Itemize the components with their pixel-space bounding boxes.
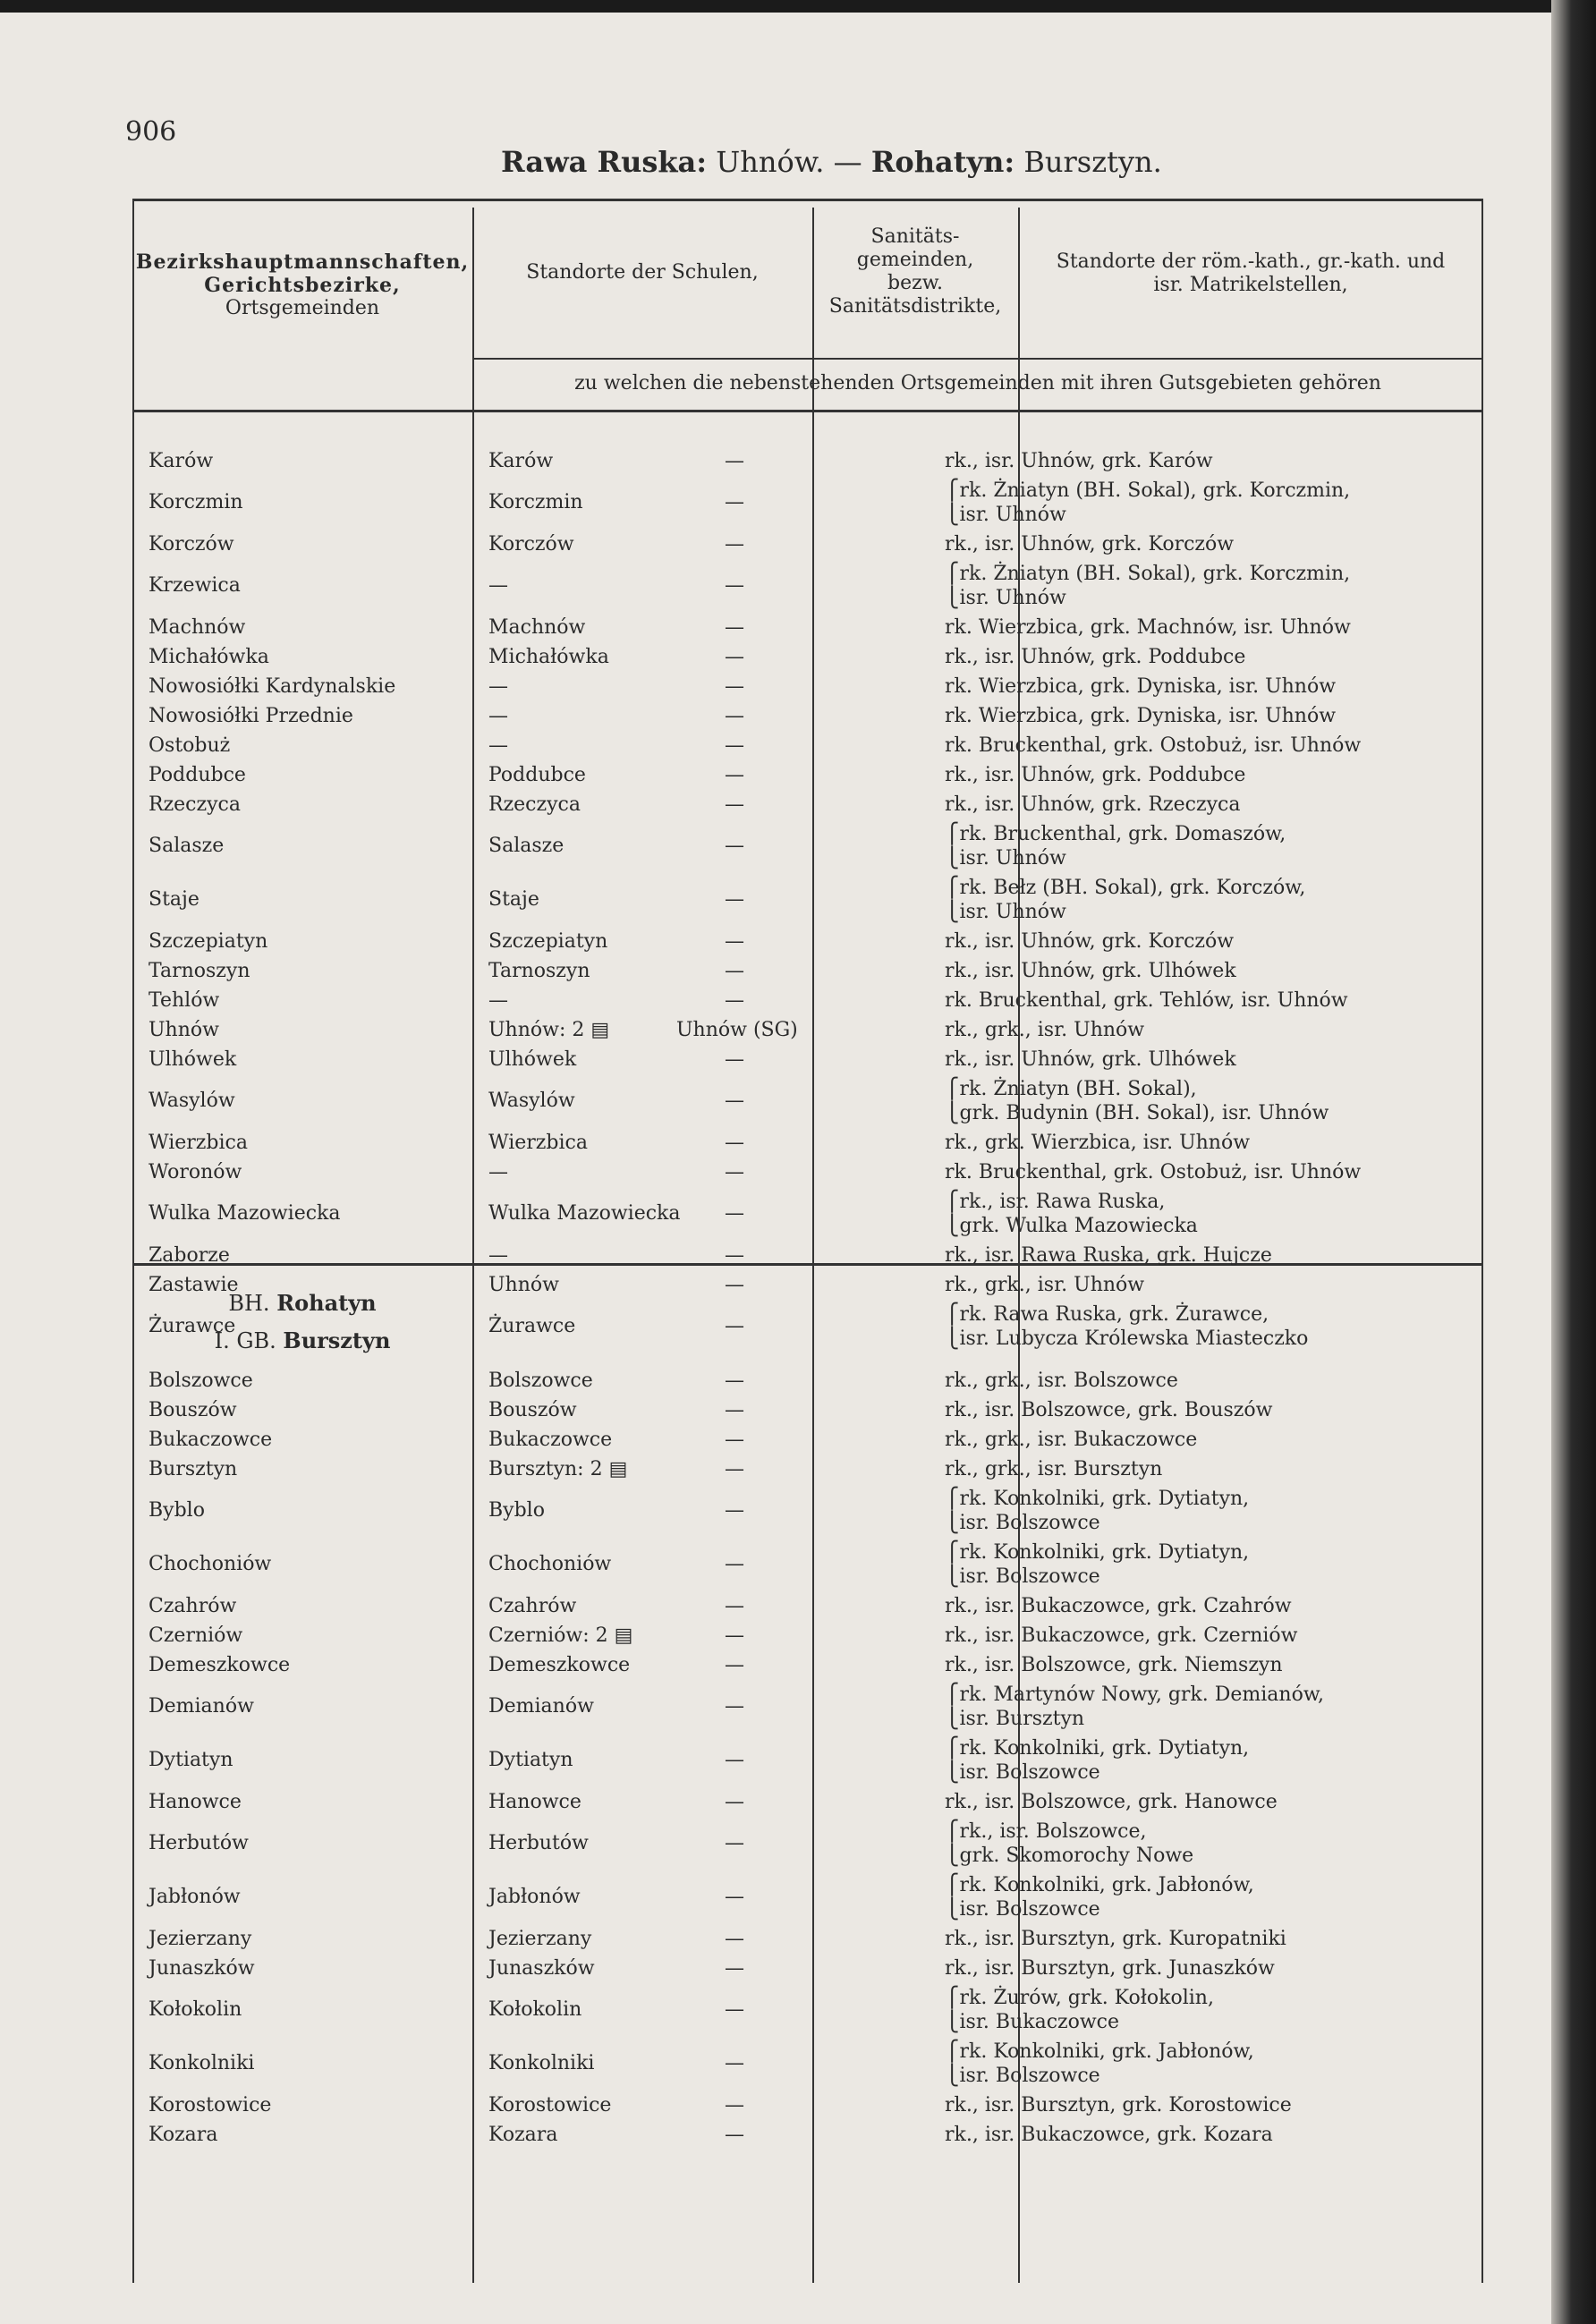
sanitary-district-cell: —	[725, 1928, 744, 1950]
municipality-cell: Hanowce	[149, 1791, 242, 1813]
table-row	[132, 793, 1483, 817]
school-location-cell: Kozara	[488, 2124, 558, 2146]
parish-register-cell: ⎧rk. Martynów Nowy, grk. Demianów,	[945, 1684, 1325, 1706]
school-location-cell: Demianów	[488, 1695, 594, 1718]
municipality-cell: Byblo	[149, 1499, 205, 1522]
parish-register-cell-line-2: ⎩isr. Bursztyn	[945, 1708, 1085, 1730]
parish-register-cell: rk., grk., isr. Bolszowce	[945, 1370, 1178, 1392]
parish-register-cell: ⎧rk. Konkolniki, grk. Jabłonów,	[945, 1874, 1254, 1896]
table-row	[132, 1653, 1483, 1677]
parish-register-cell: ⎧rk. Konkolniki, grk. Dytiatyn,	[945, 1541, 1250, 1564]
table-row	[132, 674, 1483, 699]
school-location-cell: Uhnów	[488, 1274, 559, 1296]
sanitary-district-cell: —	[725, 2052, 744, 2074]
table-row	[132, 1457, 1483, 1481]
sanitary-district-cell: —	[725, 450, 744, 472]
table-row	[132, 615, 1483, 640]
parish-register-cell: ⎧rk., isr. Bolszowce,	[945, 1820, 1147, 1843]
table-row	[132, 1594, 1483, 1618]
parish-register-cell: rk., isr. Uhnów, grk. Poddubce	[945, 764, 1246, 786]
municipality-cell: Chochoniów	[149, 1553, 272, 1575]
school-location-cell: Kołokolin	[488, 1998, 582, 2021]
municipality-cell: Ulhówek	[149, 1048, 237, 1071]
sanitary-district-cell: —	[725, 574, 744, 597]
sanitary-district-cell: —	[725, 1957, 744, 1980]
parish-register-cell: rk., isr. Bolszowce, grk. Hanowce	[945, 1791, 1278, 1813]
parish-register-cell: ⎧rk. Konkolniki, grk. Dytiatyn,	[945, 1737, 1250, 1760]
sanitary-district-cell: —	[725, 1553, 744, 1575]
school-location-cell: Tarnoszyn	[488, 960, 590, 982]
school-location-cell: —	[488, 1244, 508, 1267]
municipality-cell: Demeszkowce	[149, 1654, 291, 1676]
parish-register-cell: rk., isr. Bursztyn, grk. Junaszków	[945, 1957, 1275, 1980]
header-col-2	[472, 261, 812, 284]
table-row	[132, 734, 1483, 758]
parish-register-cell: rk., isr. Bukaczowce, grk. Czahrów	[945, 1595, 1292, 1617]
parish-register-cell: ⎧rk. Konkolniki, grk. Dytiatyn,	[945, 1488, 1250, 1510]
sanitary-district-cell: —	[725, 1132, 744, 1154]
parish-register-cell: rk. Bruckenthal, grk. Ostobuż, isr. Uhnów	[945, 1161, 1362, 1183]
parish-register-cell: rk., isr. Uhnów, grk. Rzeczyca	[945, 793, 1241, 816]
register-table	[132, 199, 1483, 2283]
parish-register-cell: rk., isr. Uhnów, grk. Korczów	[945, 930, 1235, 953]
parish-register-cell-line-2: ⎩isr. Bolszowce	[945, 1565, 1100, 1588]
table-row	[132, 449, 1483, 473]
school-location-cell: Salasze	[488, 835, 565, 857]
parish-register-cell: ⎧rk. Bruckenthal, grk. Domaszów,	[945, 823, 1286, 845]
parish-register-cell: ⎧rk. Konkolniki, grk. Jabłonów,	[945, 2040, 1254, 2063]
municipality-cell: Zaborze	[149, 1244, 230, 1267]
municipality-cell: Kołokolin	[149, 1998, 242, 2021]
parish-register-cell: rk., grk., isr. Uhnów	[945, 1019, 1145, 1041]
sanitary-district-cell: —	[725, 764, 744, 786]
sanitary-district-cell: —	[725, 734, 744, 757]
municipality-cell: Szczepiatyn	[149, 930, 268, 953]
municipality-cell: Machnów	[149, 616, 246, 639]
school-location-cell: Bouszów	[488, 1399, 577, 1421]
header-col-1-line-1: Bezirkshauptmannschaften,	[135, 250, 470, 274]
table-row	[132, 1369, 1483, 1393]
table-row	[132, 1190, 1483, 1238]
header-col-4-line-1: Standorte der röm.-kath., gr.-kath. und	[1056, 250, 1446, 273]
municipality-cell: Korczmin	[149, 491, 243, 513]
table-row	[132, 1956, 1483, 1980]
sanitary-district-cell: —	[725, 646, 744, 668]
parish-register-cell-line-2: ⎩isr. Uhnów	[945, 901, 1066, 923]
sanitary-district-cell: —	[725, 1048, 744, 1071]
school-location-cell: Jabłonów	[488, 1886, 581, 1908]
parish-register-cell: rk., isr. Bursztyn, grk. Korostowice	[945, 2094, 1292, 2116]
municipality-cell: Jabłonów	[149, 1886, 241, 1908]
municipality-cell: Konkolniki	[149, 2052, 255, 2074]
section-b-bh-name: Rohatyn	[276, 1290, 377, 1316]
school-location-cell: Jezierzany	[488, 1928, 592, 1950]
school-location-cell: Staje	[488, 888, 539, 911]
page-title	[501, 145, 1162, 179]
school-location-cell: —	[488, 1161, 508, 1183]
table-row	[132, 1398, 1483, 1422]
school-location-cell: —	[488, 705, 508, 727]
school-location-cell: Michałówka	[488, 646, 609, 668]
school-location-cell: Poddubce	[488, 764, 586, 786]
school-location-cell: Ulhówek	[488, 1048, 577, 1071]
header-col-3-line-1: Sanitäts-	[870, 225, 960, 248]
school-location-cell: Rzeczyca	[488, 793, 581, 816]
municipality-cell: Bukaczowce	[149, 1429, 273, 1451]
table-row	[132, 1428, 1483, 1452]
parish-register-cell-line-2: ⎩isr. Bolszowce	[945, 2065, 1100, 2087]
parish-register-cell: ⎧rk. Żniatyn (BH. Sokal), grk. Korczmin,	[945, 563, 1351, 585]
school-location-cell: Korczów	[488, 533, 574, 556]
municipality-cell: Wierzbica	[149, 1132, 248, 1154]
section-b-heading-bh	[132, 1290, 472, 1316]
parish-register-cell: ⎧rk. Żniatyn (BH. Sokal), grk. Korczmin,	[945, 479, 1351, 502]
municipality-cell: Korczów	[149, 533, 234, 556]
school-location-cell: Chochoniów	[488, 1553, 612, 1575]
school-location-cell: Bukaczowce	[488, 1429, 613, 1451]
municipality-cell: Kozara	[149, 2124, 218, 2146]
header-col-3-line-4: Sanitätsdistrikte,	[828, 295, 1002, 318]
parish-register-cell: rk., isr. Bursztyn, grk. Kuropatniki	[945, 1928, 1286, 1950]
parish-register-cell-line-2: ⎩isr. Lubycza Królewska Miasteczko	[945, 1327, 1309, 1350]
page-number: 906	[125, 116, 177, 148]
table-row	[132, 2123, 1483, 2147]
municipality-cell: Krzewica	[149, 574, 241, 597]
sanitary-district-cell: —	[725, 675, 744, 698]
sanitary-district-cell: —	[725, 1695, 744, 1718]
sanitary-district-cell: —	[725, 1832, 744, 1854]
municipality-cell: Bouszów	[149, 1399, 237, 1421]
parish-register-cell: rk., isr. Uhnów, grk. Poddubce	[945, 646, 1246, 668]
parish-register-cell: rk., isr. Bukaczowce, grk. Czerniów	[945, 1624, 1298, 1647]
header-col-3-line-2: gemeinden,	[856, 249, 974, 271]
scan-border-top	[0, 0, 1596, 13]
municipality-cell: Salasze	[149, 835, 225, 857]
sanitary-district-cell: —	[725, 1886, 744, 1908]
parish-register-cell-line-2: ⎩isr. Bolszowce	[945, 1512, 1100, 1534]
school-location-cell: Uhnów: 2 ▤	[488, 1019, 610, 1041]
header-col-1-line-3: Ortsgemeinden	[225, 297, 380, 319]
parish-register-cell-line-2: ⎩isr. Uhnów	[945, 847, 1066, 869]
table-row	[132, 1873, 1483, 1921]
municipality-cell: Karów	[149, 450, 214, 472]
school-location-cell: —	[488, 989, 508, 1012]
table-row	[132, 1018, 1483, 1042]
parish-register-cell-line-2: ⎩isr. Bolszowce	[945, 1761, 1100, 1784]
parish-register-cell: rk. Wierzbica, grk. Dyniska, isr. Uhnów	[945, 705, 1337, 727]
table-row	[132, 479, 1483, 527]
municipality-cell: Dytiatyn	[149, 1749, 233, 1771]
sanitary-district-cell: —	[725, 533, 744, 556]
school-location-cell: Junaszków	[488, 1957, 595, 1980]
table-row	[132, 876, 1483, 924]
parish-register-cell-line-2: ⎩isr. Uhnów	[945, 587, 1066, 609]
parish-register-cell-line-2: ⎩grk. Skomorochy Nowe	[945, 1845, 1194, 1867]
municipality-cell: Tehlów	[149, 989, 220, 1012]
municipality-cell: Ostobuż	[149, 734, 231, 757]
school-location-cell: Wasylów	[488, 1090, 575, 1112]
school-location-cell: Konkolniki	[488, 2052, 595, 2074]
section-b-gb-prefix: I. GB.	[214, 1328, 284, 1353]
table-row	[132, 2093, 1483, 2117]
municipality-cell: Michałówka	[149, 646, 269, 668]
sanitary-district-cell: —	[725, 1399, 744, 1421]
sanitary-district-cell: —	[725, 1458, 744, 1480]
school-location-cell: Hanowce	[488, 1791, 582, 1813]
parish-register-cell: rk., isr. Bukaczowce, grk. Kozara	[945, 2124, 1273, 2146]
table-row	[132, 645, 1483, 669]
title-sub-a: Uhnów. —	[707, 145, 871, 179]
table-row	[132, 1986, 1483, 2034]
parish-register-cell: rk., isr. Rawa Ruska, grk. Hujcze	[945, 1244, 1272, 1267]
sanitary-district-cell: —	[725, 1499, 744, 1522]
sanitary-district-cell: —	[725, 1749, 744, 1771]
header-col-3-line-3: bezw.	[887, 272, 943, 294]
parish-register-cell: rk. Wierzbica, grk. Dyniska, isr. Uhnów	[945, 675, 1337, 698]
table-row	[132, 1790, 1483, 1814]
parish-register-cell-line-2: ⎩isr. Uhnów	[945, 504, 1066, 526]
table-row	[132, 1624, 1483, 1648]
section-b-gb-name: Bursztyn	[283, 1327, 391, 1353]
parish-register-cell: rk., grk., isr. Bursztyn	[945, 1458, 1163, 1480]
section-b-heading-gb	[132, 1327, 472, 1353]
parish-register-cell: rk. Bruckenthal, grk. Tehlów, isr. Uhnów	[945, 989, 1348, 1012]
table-row	[132, 1243, 1483, 1268]
header-col-1-line-2: Gerichtsbezirke,	[204, 274, 401, 297]
municipality-cell: Czerniów	[149, 1624, 243, 1647]
sanitary-district-cell: —	[725, 1998, 744, 2021]
sanitary-district-cell: —	[725, 2094, 744, 2116]
header-sub-rule	[472, 358, 1483, 360]
school-location-cell: Korczmin	[488, 491, 583, 513]
sanitary-district-cell: —	[725, 1161, 744, 1183]
parish-register-cell-line-2: ⎩grk. Wulka Mazowiecka	[945, 1215, 1198, 1237]
table-row	[132, 1077, 1483, 1125]
table-top-rule	[132, 199, 1483, 201]
school-location-cell: —	[488, 675, 508, 698]
municipality-cell: Tarnoszyn	[149, 960, 250, 982]
sanitary-district-cell: —	[725, 491, 744, 513]
sanitary-district-cell: Uhnów (SG)	[676, 1019, 798, 1041]
school-location-cell: Bolszowce	[488, 1370, 593, 1392]
school-location-cell: —	[488, 574, 508, 597]
sanitary-district-cell: —	[725, 1315, 744, 1337]
sanitary-district-cell: —	[725, 1429, 744, 1451]
school-location-cell: Żurawce	[488, 1315, 576, 1337]
scan-border-right	[1551, 0, 1596, 2324]
parish-register-cell: rk., isr. Bolszowce, grk. Bouszów	[945, 1399, 1273, 1421]
municipality-cell: Wulka Mazowiecka	[149, 1202, 341, 1225]
municipality-cell: Woronów	[149, 1161, 242, 1183]
municipality-cell: Bursztyn	[149, 1458, 238, 1480]
title-district-a: Rawa Ruska:	[501, 145, 708, 179]
sanitary-district-cell: —	[725, 1654, 744, 1676]
title-district-b: Rohatyn:	[870, 145, 1015, 179]
table-row	[132, 1540, 1483, 1589]
header-subheader	[472, 372, 1483, 395]
sanitary-district-cell: —	[725, 989, 744, 1012]
sanitary-district-cell: —	[725, 1595, 744, 1617]
parish-register-cell: rk. Wierzbica, grk. Machnów, isr. Uhnów	[945, 616, 1351, 639]
sanitary-district-cell: —	[725, 1274, 744, 1296]
parish-register-cell: ⎧rk. Żurów, grk. Kołokolin,	[945, 1987, 1214, 2009]
parish-register-cell: rk., grk., isr. Bukaczowce	[945, 1429, 1198, 1451]
school-location-cell: Czahrów	[488, 1595, 577, 1617]
school-location-cell: Herbutów	[488, 1832, 589, 1854]
municipality-cell: Uhnów	[149, 1019, 219, 1041]
sanitary-district-cell: —	[725, 835, 744, 857]
section-b-bh-prefix: BH.	[228, 1291, 277, 1316]
municipality-cell: Czahrów	[149, 1595, 237, 1617]
school-location-cell: Machnów	[488, 616, 586, 639]
parish-register-cell: rk. Bruckenthal, grk. Ostobuż, isr. Uhnów	[945, 734, 1362, 757]
municipality-cell: Jezierzany	[149, 1928, 252, 1950]
header-col-2-text: Standorte der Schulen,	[526, 261, 759, 284]
municipality-cell: Korostowice	[149, 2094, 272, 2116]
table-row	[132, 959, 1483, 983]
header-col-4-line-2: isr. Matrikelstellen,	[1153, 274, 1348, 296]
parish-register-cell: ⎧rk., isr. Rawa Ruska,	[945, 1191, 1166, 1213]
sanitary-district-cell: —	[725, 705, 744, 727]
table-row	[132, 1819, 1483, 1868]
municipality-cell: Rzeczyca	[149, 793, 241, 816]
school-location-cell: Dytiatyn	[488, 1749, 573, 1771]
parish-register-cell: ⎧rk. Rawa Ruska, grk. Żurawce,	[945, 1303, 1269, 1326]
table-row	[132, 1736, 1483, 1785]
sanitary-district-cell: —	[725, 1244, 744, 1267]
school-location-cell: Szczepiatyn	[488, 930, 608, 953]
table-row	[132, 988, 1483, 1013]
parish-register-cell-line-2: ⎩isr. Bolszowce	[945, 1898, 1100, 1921]
sanitary-district-cell: —	[725, 793, 744, 816]
parish-register-cell-line-2: ⎩grk. Budynin (BH. Sokal), isr. Uhnów	[945, 1102, 1329, 1124]
table-row	[132, 2040, 1483, 2088]
municipality-cell: Zastawie	[149, 1274, 239, 1296]
sanitary-district-cell: —	[725, 960, 744, 982]
sanitary-district-cell: —	[725, 930, 744, 953]
school-location-cell: Byblo	[488, 1499, 545, 1522]
parish-register-cell: ⎧rk. Bełz (BH. Sokal), grk. Korczów,	[945, 877, 1306, 899]
header-bottom-rule	[132, 410, 1483, 412]
title-sub-b: Bursztyn.	[1014, 145, 1162, 179]
sanitary-district-cell: —	[725, 2124, 744, 2146]
sanitary-district-cell: —	[725, 1090, 744, 1112]
header-col-3	[812, 225, 1018, 318]
sanitary-district-cell: —	[725, 1791, 744, 1813]
table-row	[132, 1047, 1483, 1072]
table-row	[132, 763, 1483, 787]
sanitary-district-cell: —	[725, 888, 744, 911]
school-location-cell: —	[488, 734, 508, 757]
municipality-cell: Wasylów	[149, 1090, 235, 1112]
school-location-cell: Wierzbica	[488, 1132, 588, 1154]
parish-register-cell: rk., isr. Bolszowce, grk. Niemszyn	[945, 1654, 1283, 1676]
table-row	[132, 704, 1483, 728]
parish-register-cell: rk., grk. Wierzbica, isr. Uhnów	[945, 1132, 1251, 1154]
parish-register-cell: rk., grk., isr. Uhnów	[945, 1274, 1145, 1296]
school-location-cell: Korostowice	[488, 2094, 612, 2116]
municipality-cell: Nowosiółki Kardynalskie	[149, 675, 396, 698]
parish-register-cell: rk., isr. Uhnów, grk. Ulhówek	[945, 960, 1236, 982]
table-row	[132, 562, 1483, 610]
municipality-cell: Poddubce	[149, 764, 246, 786]
school-location-cell: Demeszkowce	[488, 1654, 631, 1676]
table-row	[132, 1927, 1483, 1951]
sanitary-district-cell: —	[725, 1202, 744, 1225]
parish-register-cell: rk., isr. Uhnów, grk. Ulhówek	[945, 1048, 1236, 1071]
table-row	[132, 1487, 1483, 1535]
municipality-cell: Nowosiółki Przednie	[149, 705, 353, 727]
school-location-cell: Czerniów: 2 ▤	[488, 1624, 633, 1647]
municipality-cell: Bolszowce	[149, 1370, 253, 1392]
table-row	[132, 1683, 1483, 1731]
municipality-cell: Demianów	[149, 1695, 254, 1718]
municipality-cell: Junaszków	[149, 1957, 255, 1980]
header-col-1	[132, 250, 472, 320]
table-row	[132, 1160, 1483, 1184]
school-location-cell: Bursztyn: 2 ▤	[488, 1458, 628, 1480]
table-row	[132, 822, 1483, 870]
parish-register-cell: rk., isr. Uhnów, grk. Korczów	[945, 533, 1235, 556]
header-subheader-text: zu welchen die nebenstehenden Ortsgemeinden mit ihren Gutsgebieten gehören	[574, 372, 1381, 394]
table-row	[132, 1131, 1483, 1155]
sanitary-district-cell: —	[725, 616, 744, 639]
school-location-cell: Karów	[488, 450, 554, 472]
municipality-cell: Żurawce	[149, 1315, 236, 1337]
parish-register-cell-line-2: ⎩isr. Bukaczowce	[945, 2011, 1120, 2033]
parish-register-cell: ⎧rk. Żniatyn (BH. Sokal),	[945, 1078, 1197, 1100]
parish-register-cell: rk., isr. Uhnów, grk. Karów	[945, 450, 1213, 472]
table-row	[132, 532, 1483, 556]
school-location-cell: Wulka Mazowiecka	[488, 1202, 681, 1225]
table-row	[132, 929, 1483, 954]
sanitary-district-cell: —	[725, 1370, 744, 1392]
header-col-4	[1018, 250, 1483, 297]
sanitary-district-cell: —	[725, 1624, 744, 1647]
municipality-cell: Herbutów	[149, 1832, 249, 1854]
municipality-cell: Staje	[149, 888, 200, 911]
